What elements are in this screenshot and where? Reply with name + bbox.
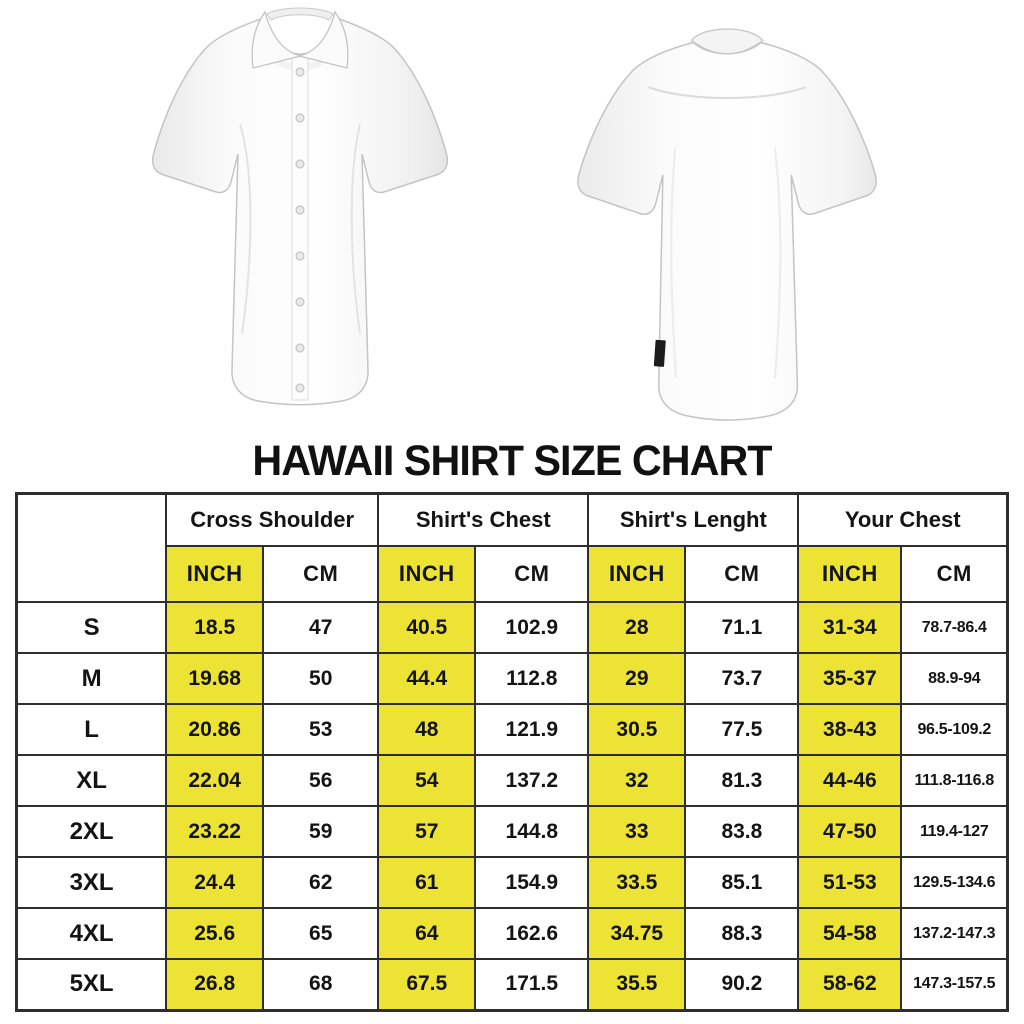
table-row	[17, 806, 1008, 857]
value-cell: 71.1	[685, 602, 798, 653]
unit-header: CM	[901, 546, 1007, 602]
value-cell: 51-53	[798, 857, 901, 908]
value-cell: 47-50	[798, 806, 901, 857]
group-header-shirts-length: Shirt's Lenght	[588, 494, 798, 547]
size-label: XL	[17, 755, 167, 806]
shirt-front-figure	[116, 4, 484, 439]
unit-header: INCH	[588, 546, 685, 602]
value-cell: 33.5	[588, 857, 685, 908]
value-cell: 102.9	[475, 602, 588, 653]
value-cell: 19.68	[166, 653, 263, 704]
value-cell: 78.7-86.4	[901, 602, 1007, 653]
value-cell: 90.2	[685, 959, 798, 1010]
value-cell: 121.9	[475, 704, 588, 755]
unit-header: INCH	[798, 546, 901, 602]
value-cell: 30.5	[588, 704, 685, 755]
table-row	[17, 704, 1008, 755]
size-label: 2XL	[17, 806, 167, 857]
value-cell: 129.5-134.6	[901, 857, 1007, 908]
value-cell: 68	[263, 959, 378, 1010]
value-cell: 56	[263, 755, 378, 806]
value-cell: 112.8	[475, 653, 588, 704]
shirt-images-row	[0, 0, 1024, 438]
unit-header: INCH	[166, 546, 263, 602]
value-cell: 96.5-109.2	[901, 704, 1007, 755]
group-header-row	[17, 494, 1008, 547]
value-cell: 25.6	[166, 908, 263, 959]
value-cell: 23.22	[166, 806, 263, 857]
group-header-your-chest: Your Chest	[798, 494, 1007, 547]
value-cell: 62	[263, 857, 378, 908]
table-row	[17, 857, 1008, 908]
value-cell: 22.04	[166, 755, 263, 806]
value-cell: 67.5	[378, 959, 475, 1010]
size-label: M	[17, 653, 167, 704]
value-cell: 147.3-157.5	[901, 959, 1007, 1010]
value-cell: 44-46	[798, 755, 901, 806]
value-cell: 73.7	[685, 653, 798, 704]
shirt-front-image	[116, 4, 484, 434]
table-row	[17, 908, 1008, 959]
value-cell: 44.4	[378, 653, 475, 704]
page-title: HAWAII SHIRT SIZE CHART	[252, 437, 772, 485]
value-cell: 24.4	[166, 857, 263, 908]
value-cell: 65	[263, 908, 378, 959]
value-cell: 26.8	[166, 959, 263, 1010]
value-cell: 88.3	[685, 908, 798, 959]
value-cell: 119.4-127	[901, 806, 1007, 857]
corner-cell	[17, 494, 167, 603]
value-cell: 77.5	[685, 704, 798, 755]
value-cell: 162.6	[475, 908, 588, 959]
value-cell: 64	[378, 908, 475, 959]
value-cell: 34.75	[588, 908, 685, 959]
value-cell: 137.2-147.3	[901, 908, 1007, 959]
size-label: S	[17, 602, 167, 653]
value-cell: 58-62	[798, 959, 901, 1010]
value-cell: 47	[263, 602, 378, 653]
value-cell: 154.9	[475, 857, 588, 908]
value-cell: 111.8-116.8	[901, 755, 1007, 806]
value-cell: 48	[378, 704, 475, 755]
unit-header: INCH	[378, 546, 475, 602]
table-row	[17, 653, 1008, 704]
table-row	[17, 602, 1008, 653]
value-cell: 35.5	[588, 959, 685, 1010]
value-cell: 40.5	[378, 602, 475, 653]
value-cell: 38-43	[798, 704, 901, 755]
value-cell: 61	[378, 857, 475, 908]
value-cell: 28	[588, 602, 685, 653]
value-cell: 81.3	[685, 755, 798, 806]
value-cell: 50	[263, 653, 378, 704]
value-cell: 137.2	[475, 755, 588, 806]
value-cell: 54	[378, 755, 475, 806]
size-label: 4XL	[17, 908, 167, 959]
value-cell: 18.5	[166, 602, 263, 653]
value-cell: 20.86	[166, 704, 263, 755]
value-cell: 53	[263, 704, 378, 755]
value-cell: 88.9-94	[901, 653, 1007, 704]
value-cell: 57	[378, 806, 475, 857]
value-cell: 171.5	[475, 959, 588, 1010]
unit-header: CM	[263, 546, 378, 602]
group-header-shirts-chest: Shirt's Chest	[378, 494, 588, 547]
value-cell: 144.8	[475, 806, 588, 857]
value-cell: 83.8	[685, 806, 798, 857]
size-label: 5XL	[17, 959, 167, 1010]
value-cell: 59	[263, 806, 378, 857]
value-cell: 29	[588, 653, 685, 704]
size-label: L	[17, 704, 167, 755]
shirt-back-figure	[540, 16, 908, 447]
unit-header: CM	[685, 546, 798, 602]
value-cell: 33	[588, 806, 685, 857]
shirt-back-image	[540, 16, 908, 442]
value-cell: 35-37	[798, 653, 901, 704]
size-label: 3XL	[17, 857, 167, 908]
unit-header: CM	[475, 546, 588, 602]
value-cell: 32	[588, 755, 685, 806]
group-header-cross-shoulder: Cross Shoulder	[166, 494, 378, 547]
value-cell: 54-58	[798, 908, 901, 959]
value-cell: 85.1	[685, 857, 798, 908]
table-row	[17, 959, 1008, 1010]
value-cell: 31-34	[798, 602, 901, 653]
shirt-back-body	[578, 42, 876, 420]
table-row	[17, 755, 1008, 806]
size-chart-table	[15, 492, 1009, 1012]
shirt-back-tag	[654, 340, 666, 367]
